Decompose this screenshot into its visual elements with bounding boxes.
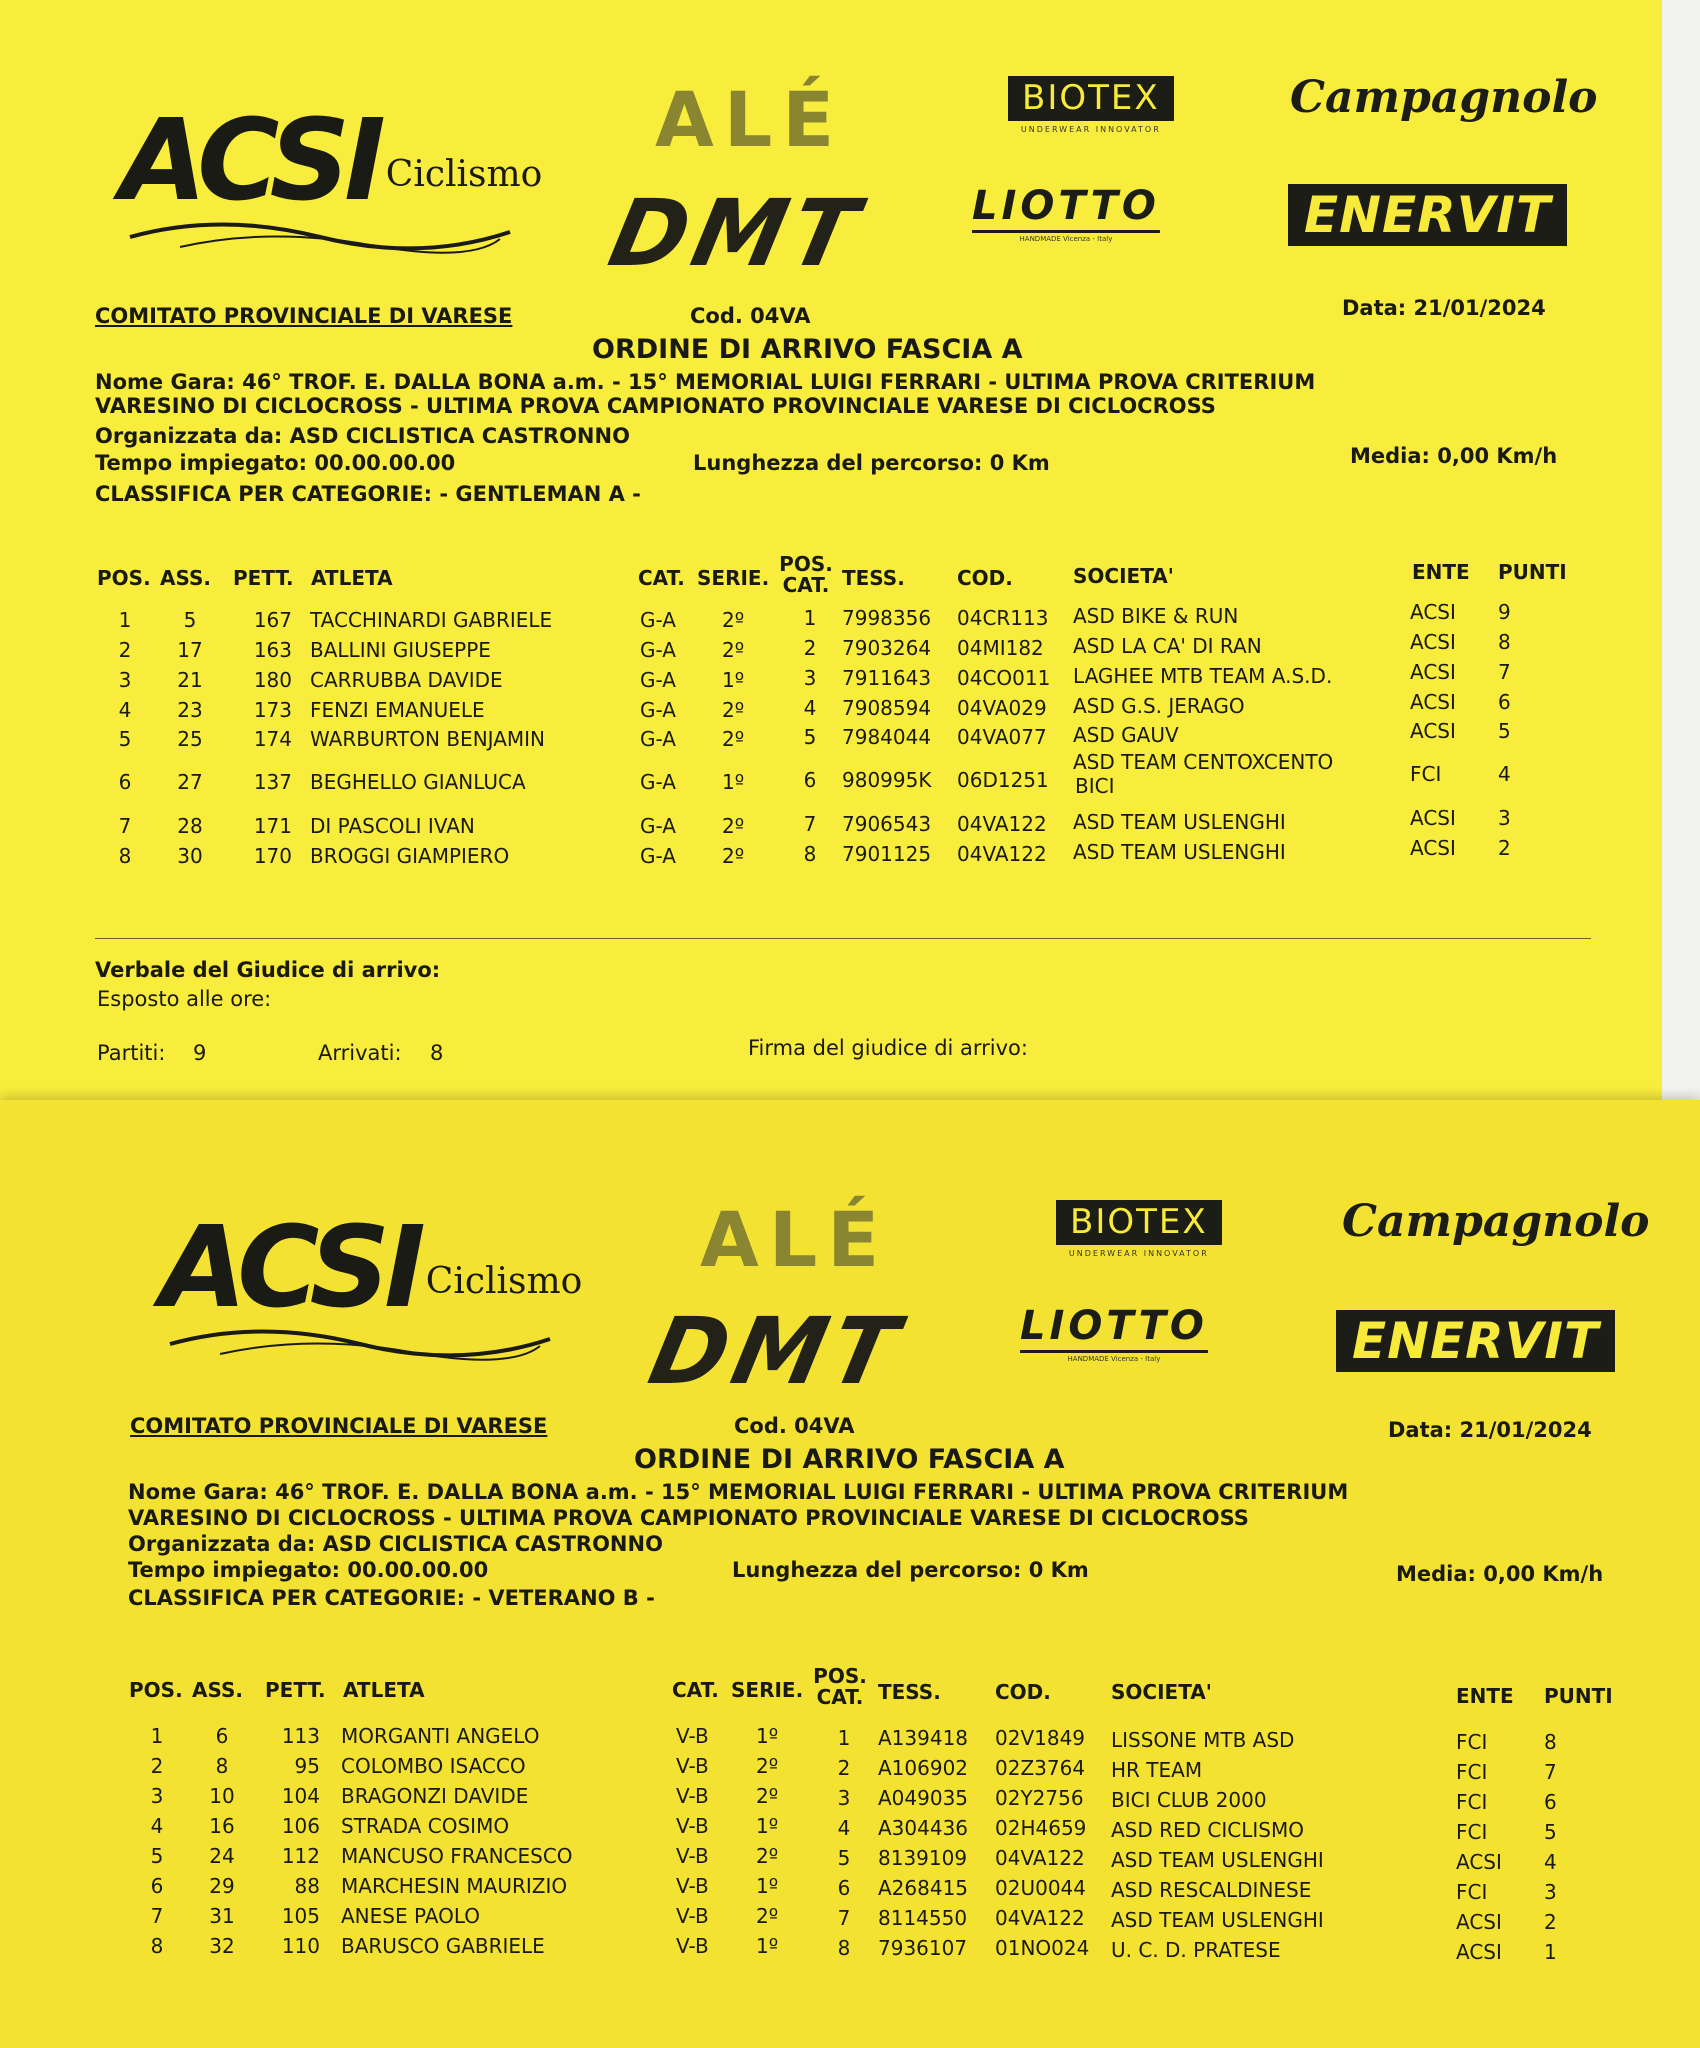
cell-serie: 2º — [756, 1844, 779, 1868]
acsi-logo-mark: ACSI — [160, 1203, 420, 1333]
cell-pos: 2 — [150, 1754, 164, 1778]
col-pos-cat — [810, 1666, 870, 1708]
cell-societa: ASD TEAM USLENGHI — [1073, 840, 1286, 864]
cell-poscat: 8 — [803, 842, 817, 866]
cell-pos: 7 — [118, 814, 132, 838]
cell-pos: 3 — [118, 668, 132, 692]
cell-pos: 1 — [150, 1724, 164, 1748]
cell-cod: 02U0044 — [995, 1876, 1086, 1900]
cell-serie: 2º — [756, 1904, 779, 1928]
cell-ass: 5 — [183, 608, 197, 632]
partiti-value: 9 — [193, 1041, 207, 1065]
cell-pos: 1 — [118, 608, 132, 632]
cell-ente: FCI — [1456, 1760, 1488, 1784]
cell-atleta: MORGANTI ANGELO — [341, 1724, 540, 1748]
cell-ente: ACSI — [1410, 836, 1456, 860]
cell-pett: 104 — [281, 1784, 320, 1808]
biotex-logo — [1056, 1200, 1222, 1258]
cell-ass: 16 — [209, 1814, 235, 1838]
arrivati-value: 8 — [430, 1041, 444, 1065]
cell-pos: 4 — [118, 698, 132, 722]
esposto-label: Esposto alle ore: — [97, 987, 272, 1011]
cell-ass: 25 — [177, 727, 203, 751]
cell-punti: 8 — [1544, 1730, 1557, 1754]
cell-cat: V-B — [676, 1844, 709, 1868]
cell-ass: 30 — [177, 844, 203, 868]
col-pett: PETT. — [265, 1678, 326, 1702]
cell-atleta: DI PASCOLI IVAN — [310, 814, 475, 838]
cell-serie: 1º — [756, 1934, 779, 1958]
cell-tess: 980995K — [842, 768, 932, 792]
cell-punti: 1 — [1544, 1940, 1557, 1964]
cell-pett: 163 — [253, 638, 292, 662]
cell-cat: V-B — [676, 1874, 709, 1898]
nome-gara-line2: VARESINO DI CICLOCROSS - ULTIMA PROVA CAMPIONATO PROVINCIALE VARESE DI CICLOCROSS — [128, 1506, 1249, 1530]
cell-punti: 4 — [1544, 1850, 1557, 1874]
cell-ass: 24 — [209, 1844, 235, 1868]
cell-atleta: COLOMBO ISACCO — [341, 1754, 526, 1778]
cell-pos: 6 — [150, 1874, 164, 1898]
col-ente: ENTE — [1412, 560, 1470, 584]
partiti-label: Partiti: — [97, 1041, 166, 1065]
cell-poscat: 4 — [837, 1816, 851, 1840]
cell-ente: ACSI — [1410, 630, 1456, 654]
cell-pett: 106 — [281, 1814, 320, 1838]
cell-atleta: BROGGI GIAMPIERO — [310, 844, 510, 868]
cell-poscat: 2 — [837, 1756, 851, 1780]
codice: Cod. 04VA — [734, 1414, 855, 1438]
cell-punti: 7 — [1544, 1760, 1557, 1784]
cell-ente: ACSI — [1410, 690, 1456, 714]
cell-serie: 2º — [722, 814, 745, 838]
cell-cod: 04MI182 — [957, 636, 1044, 660]
cell-cod: 06D1251 — [957, 768, 1049, 792]
cell-pos: 2 — [118, 638, 132, 662]
ale-logo: ALÉ — [700, 1195, 890, 1284]
cell-pos: 5 — [150, 1844, 164, 1868]
col-atleta: ATLETA — [311, 566, 393, 590]
cell-pett: 113 — [281, 1724, 320, 1748]
cell-societa: ASD TEAM USLENGHI — [1111, 1908, 1324, 1932]
cell-punti: 7 — [1498, 660, 1511, 684]
cell-ass: 6 — [215, 1724, 229, 1748]
cell-cod: 04CO011 — [957, 666, 1051, 690]
cell-cat: G-A — [640, 770, 676, 794]
col-atleta: ATLETA — [343, 1678, 425, 1702]
cell-pett: 167 — [253, 608, 292, 632]
cell-pett: 174 — [253, 727, 292, 751]
data: Data: 21/01/2024 — [1388, 1418, 1592, 1442]
cell-ass: 21 — [177, 668, 203, 692]
cell-ass: 28 — [177, 814, 203, 838]
cell-ente: ACSI — [1410, 806, 1456, 830]
nome-gara-line1: Nome Gara: 46° TROF. E. DALLA BONA a.m. - 15° MEMORIAL LUIGI FERRARI - ULTIMA PROVA CRITERIUM — [128, 1480, 1349, 1504]
col-pos: POS. — [97, 566, 151, 590]
cell-tess: A304436 — [878, 1816, 969, 1840]
cell-tess: 7984044 — [842, 725, 932, 749]
col-cat: CAT. — [638, 566, 685, 590]
tempo: Tempo impiegato: 00.00.00.00 — [128, 1558, 489, 1582]
cell-serie: 2º — [756, 1784, 779, 1808]
cell-societa: ASD RED CICLISMO — [1111, 1818, 1304, 1842]
cell-punti: 9 — [1498, 600, 1511, 624]
cell-poscat: 7 — [837, 1906, 851, 1930]
cell-cat: G-A — [640, 698, 676, 722]
cell-ente: FCI — [1456, 1790, 1488, 1814]
nome-gara-line1: Nome Gara: 46° TROF. E. DALLA BONA a.m. - 15° MEMORIAL LUIGI FERRARI - ULTIMA PROVA CRITERIUM — [95, 370, 1316, 394]
cell-atleta: BARUSCO GABRIELE — [341, 1934, 545, 1958]
cell-tess: A049035 — [878, 1786, 969, 1810]
col-pos: POS. — [129, 1678, 183, 1702]
col-tess: TESS. — [878, 1680, 941, 1704]
cell-serie: 1º — [756, 1874, 779, 1898]
cell-poscat: 1 — [803, 606, 817, 630]
cell-serie: 2º — [756, 1754, 779, 1778]
cell-societa: ASD GAUV — [1073, 723, 1179, 747]
cell-cod: 02H4659 — [995, 1816, 1087, 1840]
liotto-logo-sub: HANDMADE Vicenza - Italy — [972, 230, 1160, 243]
cell-societa: LISSONE MTB ASD — [1111, 1728, 1295, 1752]
cell-cod: 01NO024 — [995, 1936, 1090, 1960]
acsi-logo-word: Ciclismo — [425, 1261, 583, 1302]
cell-punti: 4 — [1498, 762, 1511, 786]
comitato: COMITATO PROVINCIALE DI VARESE — [95, 304, 513, 328]
cell-atleta: BRAGONZI DAVIDE — [341, 1784, 529, 1808]
cell-ass: 8 — [215, 1754, 229, 1778]
cell-pett: 180 — [253, 668, 292, 692]
cell-cat: V-B — [676, 1724, 709, 1748]
data: Data: 21/01/2024 — [1342, 296, 1546, 320]
acsi-logo-mark: ACSI — [120, 96, 380, 226]
cell-punti: 5 — [1498, 719, 1511, 743]
cell-atleta: MANCUSO FRANCESCO — [341, 1844, 573, 1868]
firma-label: Firma del giudice di arrivo: — [748, 1036, 1028, 1060]
col-cat: CAT. — [672, 1678, 719, 1702]
media: Media: 0,00 Km/h — [1396, 1562, 1604, 1586]
cell-societa: LAGHEE MTB TEAM A.S.D. — [1073, 664, 1333, 688]
col-pett: PETT. — [233, 566, 294, 590]
col-tess: TESS. — [842, 566, 905, 590]
cell-pos: 5 — [118, 727, 132, 751]
cell-punti: 6 — [1498, 690, 1511, 714]
acsi-logo — [120, 96, 543, 261]
cell-pos: 8 — [118, 844, 132, 868]
codice: Cod. 04VA — [690, 304, 811, 328]
cell-tess: 7908594 — [842, 696, 932, 720]
cell-cod: 04VA122 — [957, 812, 1047, 836]
cell-poscat: 6 — [837, 1876, 851, 1900]
cell-serie: 1º — [756, 1724, 779, 1748]
acsi-swoosh-icon — [120, 217, 520, 257]
lunghezza: Lunghezza del percorso: 0 Km — [693, 451, 1050, 475]
col-societa: SOCIETA' — [1111, 1680, 1212, 1704]
cell-poscat: 8 — [837, 1936, 851, 1960]
cell-punti: 2 — [1498, 836, 1511, 860]
cell-poscat: 5 — [837, 1846, 851, 1870]
col-ente: ENTE — [1456, 1684, 1514, 1708]
cell-ente: ACSI — [1410, 600, 1456, 624]
arrivati-label: Arrivati: — [318, 1041, 402, 1065]
cell-societa: ASD G.S. JERAGO — [1073, 694, 1245, 718]
cell-tess: 8114550 — [878, 1906, 968, 1930]
cell-cod: 04VA077 — [957, 725, 1047, 749]
cell-ente: FCI — [1456, 1730, 1488, 1754]
cell-cod: 04VA122 — [995, 1846, 1085, 1870]
col-pos-cat-line1: POS. — [813, 1664, 867, 1688]
cell-tess: A139418 — [878, 1726, 969, 1750]
cell-ente: ACSI — [1456, 1850, 1502, 1874]
cell-pett: 171 — [253, 814, 292, 838]
cell-punti: 6 — [1544, 1790, 1557, 1814]
cell-serie: 2º — [722, 638, 745, 662]
cell-ass: 32 — [209, 1934, 235, 1958]
cell-cat: V-B — [676, 1784, 709, 1808]
col-punti: PUNTI — [1544, 1684, 1613, 1708]
cell-atleta: BEGHELLO GIANLUCA — [310, 770, 526, 794]
cell-pett: 170 — [253, 844, 292, 868]
cell-tess: A106902 — [878, 1756, 969, 1780]
cell-tess: 7903264 — [842, 636, 932, 660]
cell-poscat: 7 — [803, 812, 817, 836]
cell-serie: 2º — [722, 844, 745, 868]
col-ass: ASS. — [192, 1678, 243, 1702]
cell-tess: 7998356 — [842, 606, 932, 630]
cell-ass: 10 — [209, 1784, 235, 1808]
cell-cod: 04VA029 — [957, 696, 1047, 720]
cell-cod: 02Z3764 — [995, 1756, 1086, 1780]
campagnolo-logo: Campagnolo — [1290, 72, 1598, 123]
organizzata: Organizzata da: ASD CICLISTICA CASTRONNO — [128, 1532, 663, 1556]
dmt-logo: DMT — [600, 180, 873, 287]
classifica: CLASSIFICA PER CATEGORIE: - GENTLEMAN A - — [95, 482, 641, 506]
cell-poscat: 5 — [803, 725, 817, 749]
cell-atleta: CARRUBBA DAVIDE — [310, 668, 503, 692]
col-ass: ASS. — [160, 566, 211, 590]
cell-poscat: 4 — [803, 696, 817, 720]
cell-pos: 8 — [150, 1934, 164, 1958]
biotex-logo-text: BIOTEX — [1056, 1200, 1222, 1245]
cell-serie: 1º — [756, 1814, 779, 1838]
cell-ass: 23 — [177, 698, 203, 722]
cell-punti: 3 — [1498, 806, 1511, 830]
col-cod: COD. — [995, 1680, 1051, 1704]
cell-poscat: 3 — [803, 666, 817, 690]
col-pos-cat-line2: CAT. — [816, 1685, 864, 1709]
cell-societa: ASD RESCALDINESE — [1111, 1878, 1312, 1902]
cell-poscat: 6 — [803, 768, 817, 792]
cell-cod: 02V1849 — [995, 1726, 1086, 1750]
cell-atleta: WARBURTON BENJAMIN — [310, 727, 545, 751]
cell-cod: 04CR113 — [957, 606, 1049, 630]
col-pos-cat-line2: CAT. — [782, 573, 830, 597]
cell-atleta: STRADA COSIMO — [341, 1814, 510, 1838]
ale-logo: ALÉ — [655, 75, 845, 164]
cell-societa: U. C. D. PRATESE — [1111, 1938, 1281, 1962]
cell-pett: 110 — [281, 1934, 320, 1958]
cell-societa-line2: BICI — [1075, 774, 1115, 798]
liotto-logo — [1020, 1303, 1208, 1363]
cell-pos: 4 — [150, 1814, 164, 1838]
cell-societa: BICI CLUB 2000 — [1111, 1788, 1267, 1812]
cell-ass: 27 — [177, 770, 203, 794]
dmt-logo: DMT — [640, 1298, 913, 1405]
cell-ass: 29 — [209, 1874, 235, 1898]
cell-cat: G-A — [640, 668, 676, 692]
cell-cat: V-B — [676, 1754, 709, 1778]
verbale-label: Verbale del Giudice di arrivo: — [95, 958, 441, 982]
cell-cat: G-A — [640, 844, 676, 868]
cell-societa: ASD LA CA' DI RAN — [1073, 634, 1262, 658]
cell-ente: ACSI — [1410, 719, 1456, 743]
cell-atleta: MARCHESIN MAURIZIO — [341, 1874, 568, 1898]
cell-tess: 7911643 — [842, 666, 932, 690]
acsi-swoosh-icon — [160, 1324, 560, 1364]
cell-serie: 2º — [722, 698, 745, 722]
cell-pett: 137 — [253, 770, 292, 794]
comitato: COMITATO PROVINCIALE DI VARESE — [130, 1414, 548, 1438]
cell-pos: 6 — [118, 770, 132, 794]
cell-pett: 95 — [294, 1754, 320, 1778]
liotto-logo-sub: HANDMADE Vicenza - Italy — [1020, 1350, 1208, 1363]
cell-ente: FCI — [1410, 762, 1442, 786]
tempo: Tempo impiegato: 00.00.00.00 — [95, 451, 456, 475]
cell-tess: 7936107 — [878, 1936, 968, 1960]
cell-tess: 7901125 — [842, 842, 932, 866]
cell-ente: ACSI — [1456, 1910, 1502, 1934]
cell-cat: V-B — [676, 1814, 709, 1838]
cell-atleta: ANESE PAOLO — [341, 1904, 480, 1928]
cell-pos: 7 — [150, 1904, 164, 1928]
liotto-logo-text: LIOTTO — [1020, 1303, 1208, 1349]
cell-tess: A268415 — [878, 1876, 969, 1900]
enervit-logo: ENERVIT — [1288, 184, 1567, 246]
cell-atleta: FENZI EMANUELE — [310, 698, 485, 722]
liotto-logo-text: LIOTTO — [972, 183, 1160, 229]
acsi-logo-word: Ciclismo — [385, 154, 543, 195]
cell-pett: 105 — [281, 1904, 320, 1928]
col-pos-cat-line1: POS. — [779, 552, 833, 576]
cell-punti: 2 — [1544, 1910, 1557, 1934]
cell-cat: V-B — [676, 1934, 709, 1958]
cell-poscat: 3 — [837, 1786, 851, 1810]
cell-societa: ASD BIKE & RUN — [1073, 604, 1239, 628]
cell-cod: 04VA122 — [957, 842, 1047, 866]
cell-cat: V-B — [676, 1904, 709, 1928]
classifica: CLASSIFICA PER CATEGORIE: - VETERANO B - — [128, 1586, 655, 1610]
results-sheet-veterano-b — [0, 1100, 1700, 2048]
lunghezza: Lunghezza del percorso: 0 Km — [732, 1558, 1089, 1582]
cell-punti: 5 — [1544, 1820, 1557, 1844]
col-serie: SERIE. — [697, 566, 770, 590]
cell-cat: G-A — [640, 638, 676, 662]
cell-cod: 04VA122 — [995, 1906, 1085, 1930]
cell-punti: 8 — [1498, 630, 1511, 654]
acsi-logo — [160, 1203, 583, 1368]
cell-cat: G-A — [640, 814, 676, 838]
col-cod: COD. — [957, 566, 1013, 590]
cell-ass: 17 — [177, 638, 203, 662]
cell-ente: FCI — [1456, 1880, 1488, 1904]
cell-punti: 3 — [1544, 1880, 1557, 1904]
cell-cat: G-A — [640, 727, 676, 751]
cell-serie: 1º — [722, 770, 745, 794]
cell-pett: 112 — [281, 1844, 320, 1868]
col-pos-cat — [776, 554, 836, 596]
col-punti: PUNTI — [1498, 560, 1567, 584]
biotex-logo-text: BIOTEX — [1008, 76, 1174, 121]
cell-serie: 2º — [722, 608, 745, 632]
cell-pos: 3 — [150, 1784, 164, 1808]
cell-serie: 1º — [722, 668, 745, 692]
cell-ente: FCI — [1456, 1820, 1488, 1844]
nome-gara-line2: VARESINO DI CICLOCROSS - ULTIMA PROVA CAMPIONATO PROVINCIALE VARESE DI CICLOCROSS — [95, 394, 1216, 418]
col-societa: SOCIETA' — [1073, 564, 1174, 588]
page-title: ORDINE DI ARRIVO FASCIA A — [592, 334, 1023, 365]
enervit-logo: ENERVIT — [1336, 1310, 1615, 1372]
organizzata: Organizzata da: ASD CICLISTICA CASTRONNO — [95, 424, 630, 448]
cell-atleta: TACCHINARDI GABRIELE — [310, 608, 553, 632]
page-title: ORDINE DI ARRIVO FASCIA A — [634, 1444, 1065, 1475]
liotto-logo — [972, 183, 1160, 243]
cell-cod: 02Y2756 — [995, 1786, 1084, 1810]
cell-tess: 8139109 — [878, 1846, 968, 1870]
cell-ass: 31 — [209, 1904, 235, 1928]
cell-societa: ASD TEAM USLENGHI — [1111, 1848, 1324, 1872]
cell-poscat: 1 — [837, 1726, 851, 1750]
cell-societa: ASD TEAM USLENGHI — [1073, 810, 1286, 834]
cell-cat: G-A — [640, 608, 676, 632]
cell-pett: 88 — [294, 1874, 320, 1898]
cell-atleta: BALLINI GIUSEPPE — [310, 638, 491, 662]
media: Media: 0,00 Km/h — [1350, 444, 1558, 468]
cell-ente: ACSI — [1456, 1940, 1502, 1964]
biotex-logo-sub: UNDERWEAR INNOVATOR — [1020, 125, 1161, 135]
divider — [95, 938, 1591, 939]
cell-tess: 7906543 — [842, 812, 932, 836]
col-serie: SERIE. — [731, 1678, 804, 1702]
cell-societa: ASD TEAM CENTOXCENTO — [1073, 750, 1334, 774]
cell-serie: 2º — [722, 727, 745, 751]
cell-societa: HR TEAM — [1111, 1758, 1203, 1782]
cell-poscat: 2 — [803, 636, 817, 660]
cell-pett: 173 — [253, 698, 292, 722]
biotex-logo — [1008, 76, 1174, 134]
campagnolo-logo: Campagnolo — [1342, 1196, 1650, 1247]
cell-ente: ACSI — [1410, 660, 1456, 684]
biotex-logo-sub: UNDERWEAR INNOVATOR — [1068, 1249, 1209, 1259]
